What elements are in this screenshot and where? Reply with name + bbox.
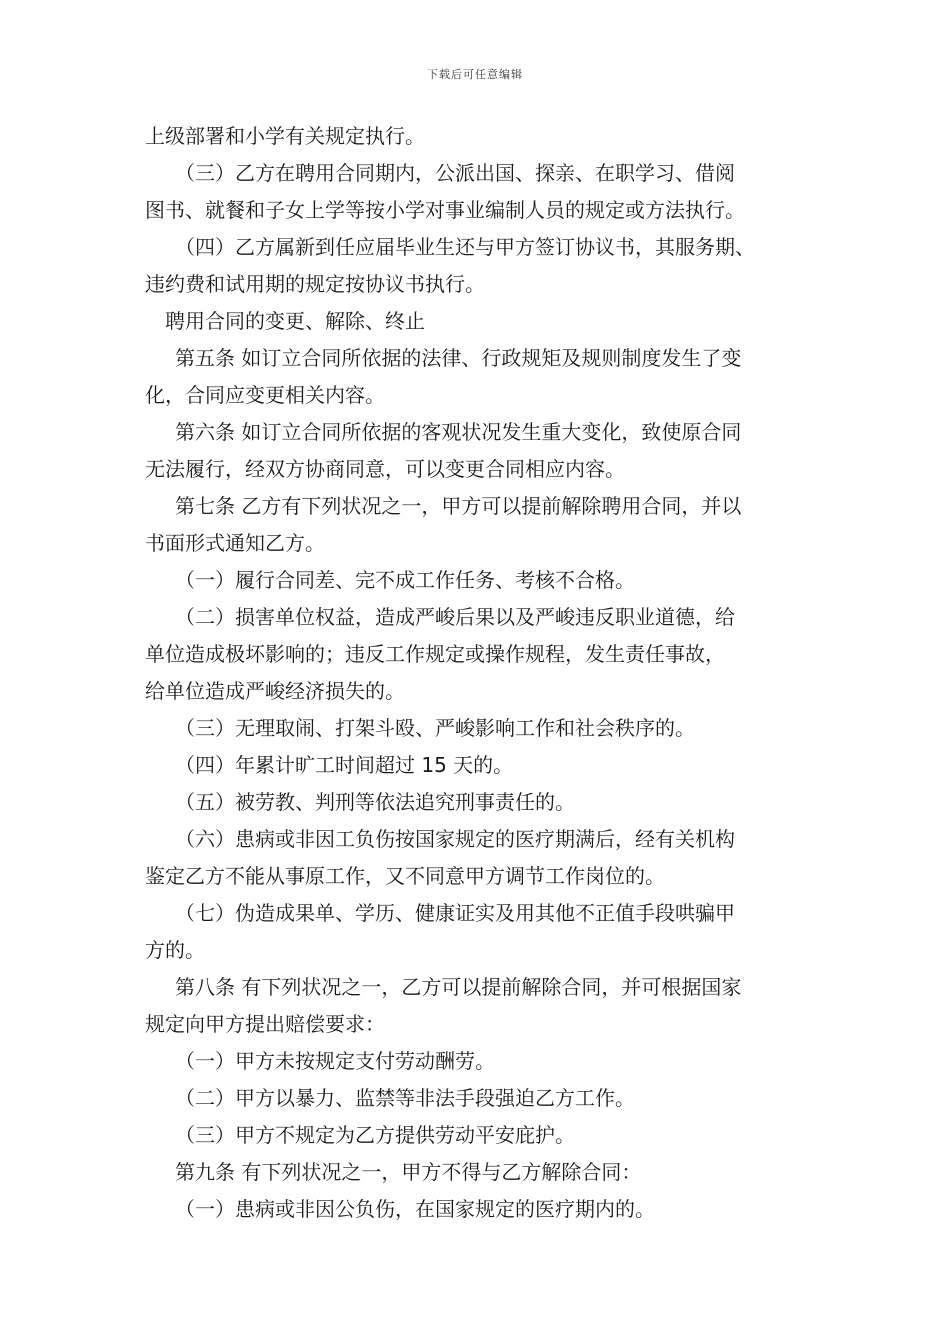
paragraph-line: 化，合同应变更相关内容。 (145, 383, 385, 407)
paragraph-line: （三）乙方在聘用合同期内，公派出国、探亲、在职学习、借阅 (175, 161, 735, 185)
page-header: 下载后可任意编辑 (427, 68, 523, 81)
paragraph-line: （二）甲方以暴力、监禁等非法手段强迫乙方工作。 (175, 1086, 635, 1110)
paragraph-line: 方的。 (145, 938, 205, 962)
paragraph-line: （三）无理取闹、打架斗殴、严峻影响工作和社会秩序的。 (175, 716, 695, 740)
section-heading: 聘用合同的变更、解除、终止 (165, 309, 425, 333)
document-body (145, 118, 835, 1228)
paragraph-line: （二）损害单位权益，造成严峻后果以及严峻违反职业道德，给 (175, 605, 735, 629)
paragraph-line: 无法履行，经双方协商同意，可以变更合同相应内容。 (145, 457, 625, 481)
paragraph-line: （七）伪造成果单、学历、健康证实及用其他不正值手段哄骗甲 (175, 901, 735, 925)
paragraph-line: 给单位造成严峻经济损失的。 (145, 679, 405, 703)
paragraph-line: 第六条 如订立合同所依据的客观状况发生重大变化，致使原合同 (175, 420, 742, 444)
paragraph-line: （四）乙方属新到任应届毕业生还与甲方签订协议书，其服务期、 (175, 235, 755, 259)
paragraph-line: （三）甲方不规定为乙方提供劳动平安庇护。 (175, 1123, 575, 1147)
paragraph-line: 规定向甲方提出赔偿要求： (145, 1012, 385, 1036)
paragraph-line: （五）被劳教、判刑等依法追究刑事责任的。 (175, 790, 575, 814)
paragraph-line: 图书、就餐和子女上学等按小学对事业编制人员的规定或方法执行。 (145, 198, 745, 222)
paragraph-line: 鉴定乙方不能从事原工作，又不同意甲方调节工作岗位的。 (145, 864, 665, 888)
paragraph-line: 第七条 乙方有下列状况之一，甲方可以提前解除聘用合同，并以 (175, 494, 742, 518)
paragraph-line: 违约费和试用期的规定按协议书执行。 (145, 272, 485, 296)
paragraph-line: （四）年累计旷工时间超过 15 天的。 (175, 753, 514, 777)
paragraph-line: 第五条 如订立合同所依据的法律、行政规矩及规则制度发生了变 (175, 346, 742, 370)
paragraph-line: 第八条 有下列状况之一，乙方可以提前解除合同，并可根据国家 (175, 975, 742, 999)
paragraph-line: 上级部署和小学有关规定执行。 (145, 124, 425, 148)
paragraph-line: （一）患病或非因公负伤，在国家规定的医疗期内的。 (175, 1197, 655, 1221)
paragraph-line: 书面形式通知乙方。 (145, 531, 325, 555)
paragraph-line: （一）甲方未按规定支付劳动酬劳。 (175, 1049, 495, 1073)
paragraph-line: 单位造成极坏影响的；违反工作规定或操作规程，发生责任事故， (145, 642, 725, 666)
paragraph-line: （六）患病或非因工负伤按国家规定的医疗期满后，经有关机构 (175, 827, 735, 851)
paragraph-line: 第九条 有下列状况之一，甲方不得与乙方解除合同： (175, 1160, 642, 1184)
paragraph-line: （一）履行合同差、完不成工作任务、考核不合格。 (175, 568, 635, 592)
